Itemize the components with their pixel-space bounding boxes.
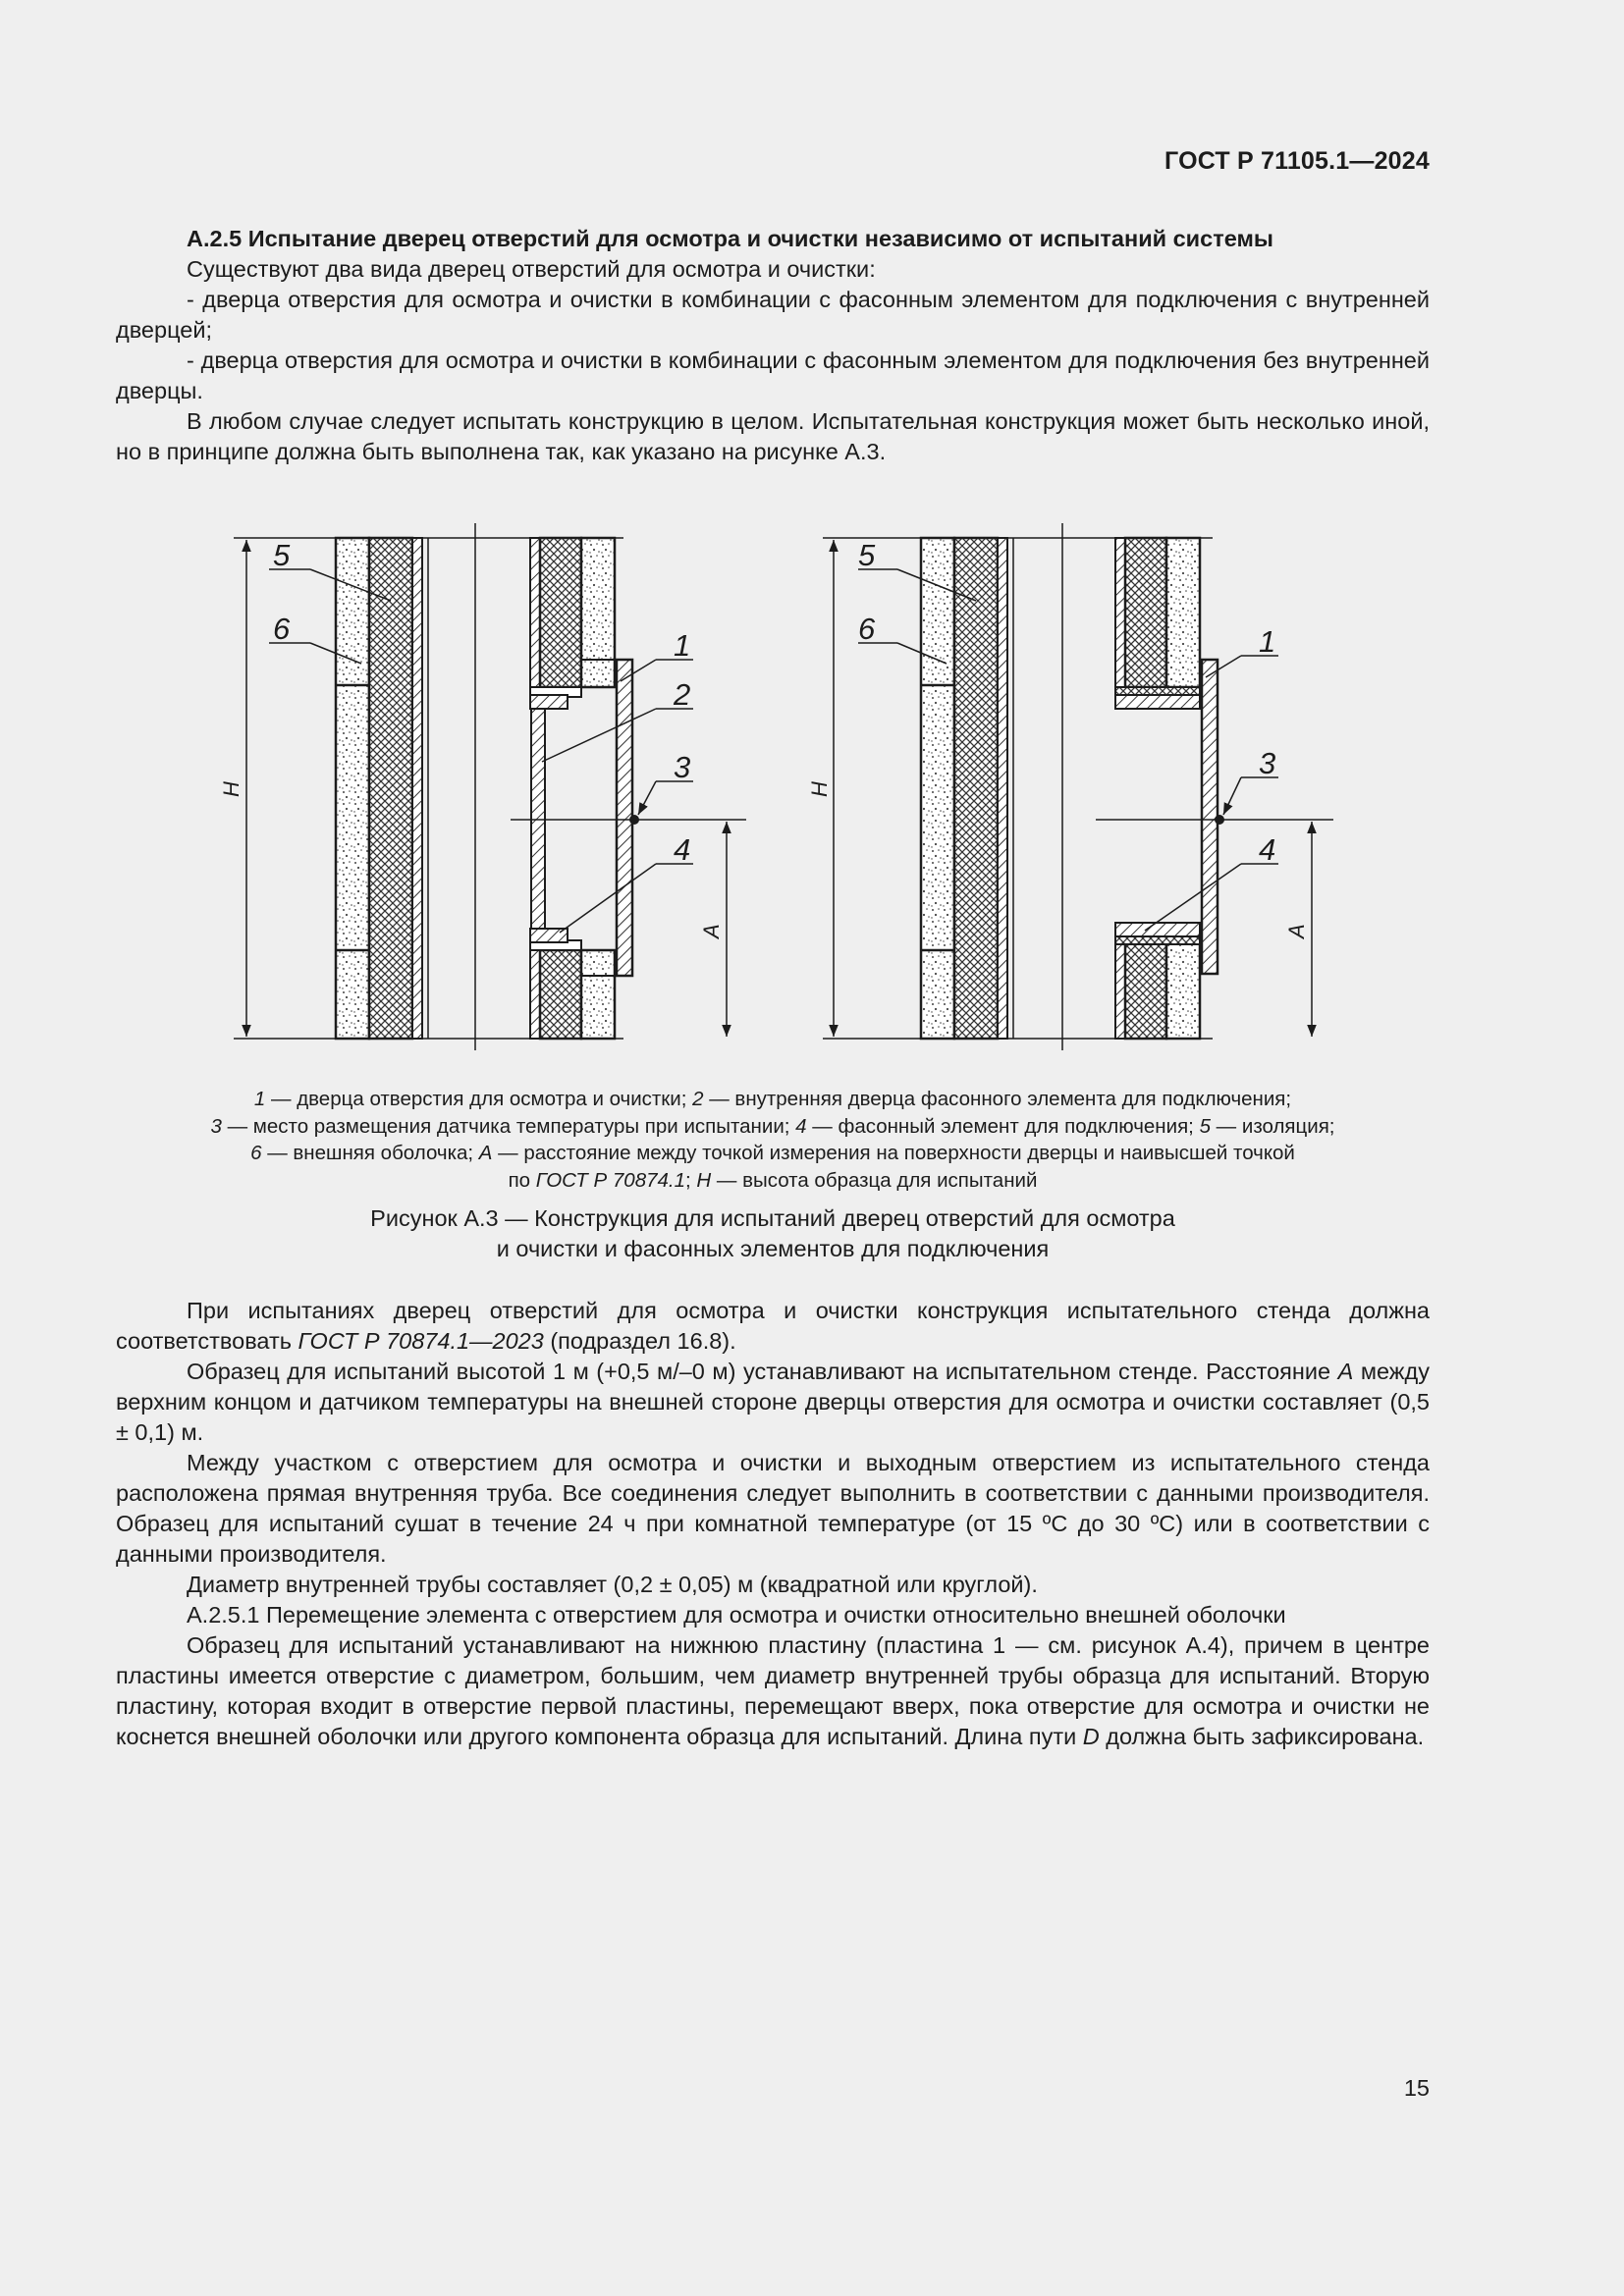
text-run: При испытаниях дверец отверстий для осмотра и очистки конструкция испытательного стенда должна соответствовать (116, 1298, 1430, 1354)
figure-legend (116, 1086, 1430, 1194)
label-2: 2 (674, 677, 691, 712)
legend-key: Н (696, 1168, 712, 1192)
dim-h-label: H (219, 781, 244, 797)
figure-right-labels (807, 538, 1309, 940)
label-4: 4 (674, 832, 691, 867)
dim-a-label: A (699, 924, 724, 938)
label-6: 6 (273, 612, 291, 646)
legend-line (116, 1113, 1430, 1141)
caption-line: и очистки и фасонных элементов для подключения (496, 1236, 1050, 1261)
section-a25 (116, 224, 1430, 467)
legend-text: — место размещения датчика температуры при испытании; (221, 1114, 796, 1138)
figure-a3 (0, 491, 1624, 1080)
figure-right (823, 523, 1333, 1050)
list-item: - дверца отверстия для осмотра и очистки в комбинации с фасонным элементом для подключения без внутренней дверцы. (116, 347, 1430, 403)
label-1: 1 (1259, 624, 1276, 659)
section-body (116, 1296, 1430, 1752)
legend-text: — внешняя оболочка; (261, 1142, 479, 1164)
legend-line (116, 1086, 1430, 1113)
figure-left-labels (219, 538, 724, 940)
text-run: (подраздел 16.8). (543, 1328, 736, 1354)
dim-a-label: A (1284, 924, 1309, 938)
variable: D (1082, 1724, 1100, 1749)
paragraph: Существуют два вида дверец отверстий для осмотра и очистки: (187, 256, 876, 282)
label-3: 3 (1259, 746, 1276, 780)
variable: А (1337, 1359, 1354, 1384)
text-run: Образец для испытаний устанавливают на нижнюю пластину (пластина 1 — см. рисунок А.4), причем в центре пластины имеется отверстие с диаметром, большим, чем диаметр внутренней трубы образца для испытаний. Вторую пластину, которая входит в отверстие первой пластины, перемещают вверх, пока отверстие для осмотра и очистки не коснется внешней оболочки или другого компонента образца для испытаний. Длина пути (116, 1632, 1430, 1749)
label-5: 5 (858, 538, 876, 572)
caption-line: Рисунок А.3 — Конструкция для испытаний дверец отверстий для осмотра (370, 1205, 1175, 1231)
legend-key: А (478, 1142, 493, 1164)
subsection-heading: А.2.5.1 Перемещение элемента с отверстием для осмотра и очистки относительно внешней оболочки (187, 1602, 1286, 1628)
figure-left (234, 523, 746, 1050)
text-run: между верхним концом и датчиком температуры на внешней стороне дверцы отверстия для осмотра и очистки составляет (0,5 ± 0,1) м. (116, 1359, 1430, 1445)
paragraph (116, 1630, 1430, 1752)
legend-key: 2 (692, 1088, 704, 1110)
legend-text: — расстояние между точкой измерения на поверхности дверцы и наивысшей точкой (492, 1142, 1295, 1164)
legend-key: 3 (210, 1114, 222, 1138)
label-3: 3 (674, 750, 691, 784)
label-5: 5 (273, 538, 291, 572)
legend-key: 1 (253, 1088, 266, 1110)
label-4: 4 (1259, 832, 1276, 867)
legend-key: 6 (250, 1142, 262, 1164)
section-heading: А.2.5 Испытание дверец отверстий для осмотра и очистки независимо от испытаний системы (187, 226, 1273, 251)
figure-caption (116, 1203, 1430, 1264)
text-run: должна быть зафиксирована. (1099, 1724, 1425, 1749)
legend-text: — фасонный элемент для подключения; (806, 1114, 1200, 1138)
legend-text: ; (685, 1168, 697, 1192)
legend-text: — изоляция; (1210, 1114, 1335, 1138)
page-number: 15 (1403, 2075, 1430, 2101)
document-code: ГОСТ Р 71105.1—2024 (1164, 147, 1430, 175)
paragraph: Между участком с отверстием для осмотра и очистки и выходным отверстием из испытательного стенда расположена прямая внутренняя труба. Все соединения следует выполнить в соответствии с данными производителя. Образец для испытаний сушат в течение 24 ч при комнатной температуре (от 15 ºС до 30 ºС) или в соответствии с данными производителя. (116, 1450, 1430, 1567)
legend-text: — высота образца для испытаний (711, 1168, 1038, 1192)
label-1: 1 (674, 628, 691, 663)
standard-reference: ГОСТ Р 70874.1—2023 (298, 1328, 544, 1354)
standard-reference: ГОСТ Р 70874.1 (535, 1168, 685, 1192)
legend-text: — внутренняя дверца фасонного элемента для подключения; (703, 1088, 1292, 1110)
legend-text: — дверца отверстия для осмотра и очистки; (265, 1088, 693, 1110)
paragraph: Диаметр внутренней трубы составляет (0,2 ± 0,05) м (квадратной или круглой). (187, 1572, 1038, 1597)
paragraph (116, 1357, 1430, 1448)
dim-h-label: H (807, 781, 832, 797)
legend-line (116, 1140, 1430, 1167)
legend-key: 5 (1199, 1114, 1211, 1138)
paragraph (116, 1296, 1430, 1357)
legend-line (116, 1167, 1430, 1195)
label-6: 6 (858, 612, 876, 646)
legend-text: по (508, 1168, 536, 1192)
paragraph: В любом случае следует испытать конструкцию в целом. Испытательная конструкция может быть несколько иной, но в принципе должна быть выполнена так, как указано на рисунке А.3. (116, 408, 1430, 464)
legend-key: 4 (795, 1114, 807, 1138)
list-item: - дверца отверстия для осмотра и очистки в комбинации с фасонным элементом для подключения с внутренней дверцей; (116, 287, 1430, 343)
text-run: Образец для испытаний высотой 1 м (+0,5 м/–0 м) устанавливают на испытательном стенде. Расстояние (187, 1359, 1338, 1384)
